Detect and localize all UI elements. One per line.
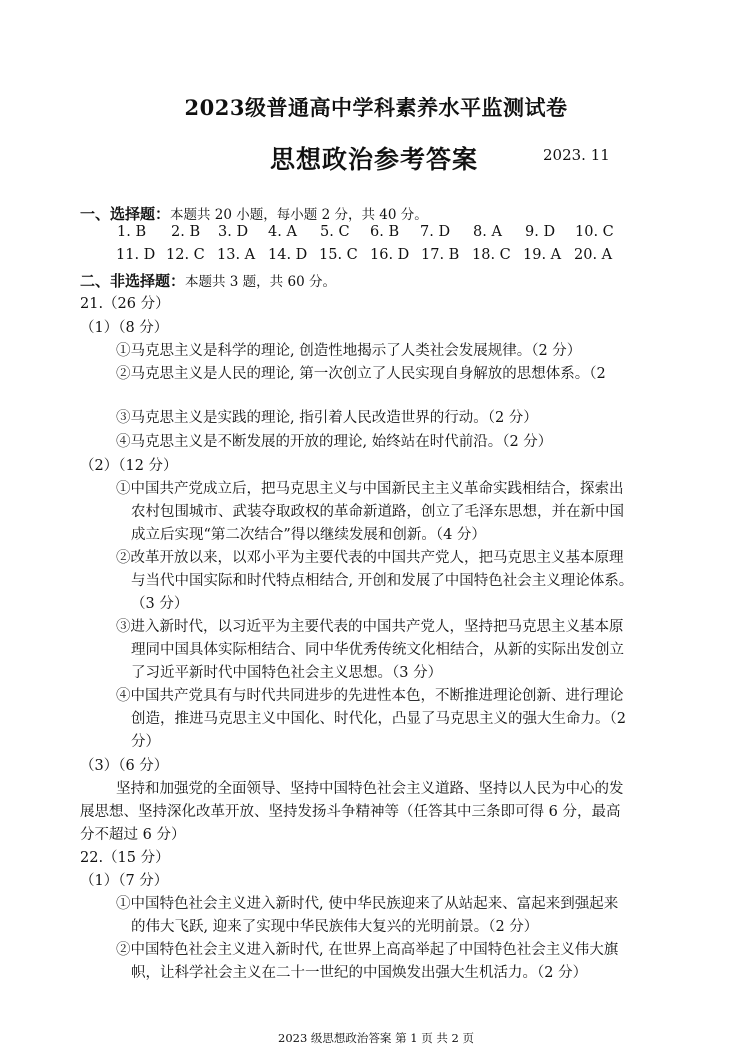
answer-line: 农村包围城市、武装夺取政权的革命新道路，创立了毛泽东思想，并在新中国	[131, 504, 624, 520]
document-subtitle: 思想政治参考答案	[270, 145, 479, 174]
answer-3: 3. D	[218, 224, 249, 240]
q21-part-1-heading: （1）（8 分）	[80, 320, 169, 336]
section-2-title: 二、非选择题：	[80, 272, 186, 290]
answer-14: 14. D	[268, 247, 308, 263]
answer-line: 理同中国具体实际相结合、同中华优秀传统文化相结合，从新的实际出发创立	[131, 642, 624, 658]
answer-line: ③进入新时代，以习近平为主要代表的中国共产党人，坚持把马克思主义基本原	[116, 619, 624, 635]
answer-20: 20. A	[574, 247, 613, 263]
answer-line: 创造，推进马克思主义中国化、时代化，凸显了马克思主义的强大生命力。（2	[131, 711, 626, 727]
answer-13: 13. A	[217, 247, 256, 263]
section-1-title: 一、选择题：	[80, 205, 171, 223]
answer-1: 1. B	[117, 224, 147, 240]
answer-7: 7. D	[420, 224, 451, 240]
section-1-note: 本题共 20 小题，每小题 2 分，共 40 分。	[170, 207, 428, 223]
answer-line: 与当代中国实际和时代特点相结合, 开创和发展了中国特色社会主义理论体系。	[131, 573, 634, 589]
answer-4: 4. A	[268, 224, 297, 240]
section-2-heading	[80, 270, 336, 291]
question-22-heading: 22.（15 分）	[80, 850, 170, 866]
answer-line: ③马克思主义是实践的理论, 指引着人民改造世界的行动。（2 分）	[116, 410, 538, 426]
document-date: 2023. 11	[543, 146, 610, 164]
answer-16: 16. D	[370, 247, 410, 263]
answer-line: ①中国共产党成立后，把马克思主义与中国新民主主义革命实践相结合，探索出	[116, 481, 624, 497]
answer-line: ④马克思主义是不断发展的开放的理论, 始终站在时代前沿。（2 分）	[116, 434, 553, 450]
q21-part-2-heading: （2）（12 分）	[80, 458, 178, 474]
answer-5: 5. C	[320, 224, 350, 240]
q21-part-3-heading: （3）（6 分）	[80, 758, 169, 774]
answer-line: 了习近平新时代中国特色社会主义思想。（3 分）	[131, 665, 443, 681]
answer-17: 17. B	[421, 247, 460, 263]
answer-line: 坚持和加强党的全面领导、坚持中国特色社会主义道路、坚持以人民为中心的发	[116, 781, 624, 797]
answer-15: 15. C	[319, 247, 358, 263]
answer-line: 帜，让科学社会主义在二十一世纪的中国焕发出强大生机活力。（2 分）	[131, 965, 588, 981]
answer-line: ④中国共产党具有与时代共同进步的先进性本色，不断推进理论创新、进行理论	[116, 688, 624, 704]
answer-19: 19. A	[523, 247, 562, 263]
answer-12: 12. C	[166, 247, 205, 263]
answer-9: 9. D	[525, 224, 556, 240]
document-title: 2023级普通高中学科素养水平监测试卷	[184, 95, 568, 120]
answer-line: 展思想、坚持深化改革开放、坚持发扬斗争精神等（任答其中三条即可得 6 分，最高	[80, 804, 621, 820]
answer-18: 18. C	[472, 247, 511, 263]
q22-part-1-heading: （1）（7 分）	[80, 873, 169, 889]
answer-line: ②改革开放以来，以邓小平为主要代表的中国共产党人，把马克思主义基本原理	[116, 550, 624, 566]
answer-line: （3 分）	[131, 596, 189, 612]
question-21-heading: 21.（26 分）	[80, 296, 170, 312]
answer-8: 8. A	[473, 224, 502, 240]
answer-line: ②马克思主义是人民的理论, 第一次创立了人民实现自身解放的思想体系。（2	[116, 366, 606, 382]
answer-11: 11. D	[116, 247, 156, 263]
answer-line: ①马克思主义是科学的理论, 创造性地揭示了人类社会发展规律。（2 分）	[116, 343, 582, 359]
section-1-heading	[80, 203, 428, 224]
answer-10: 10. C	[575, 224, 614, 240]
answer-2: 2. B	[171, 224, 201, 240]
answer-line: 的伟大飞跃, 迎来了实现中华民族伟大复兴的光明前景。（2 分）	[131, 919, 539, 935]
answer-line: 分）	[131, 734, 160, 750]
section-2-note: 本题共 3 题，共 60 分。	[185, 274, 336, 290]
answer-line: ②中国特色社会主义进入新时代, 在世界上高高举起了中国特色社会主义伟大旗	[116, 942, 619, 958]
page-footer: 2023 级思想政治答案 第 1 页 共 2 页	[278, 1031, 474, 1045]
answer-line: 成立后实现“第二次结合”得以继续发展和创新。（4 分）	[131, 527, 486, 543]
answer-line: 分不超过 6 分）	[80, 827, 186, 843]
answer-6: 6. B	[370, 224, 400, 240]
answer-line: ①中国特色社会主义进入新时代, 使中华民族迎来了从站起来、富起来到强起来	[116, 896, 619, 912]
